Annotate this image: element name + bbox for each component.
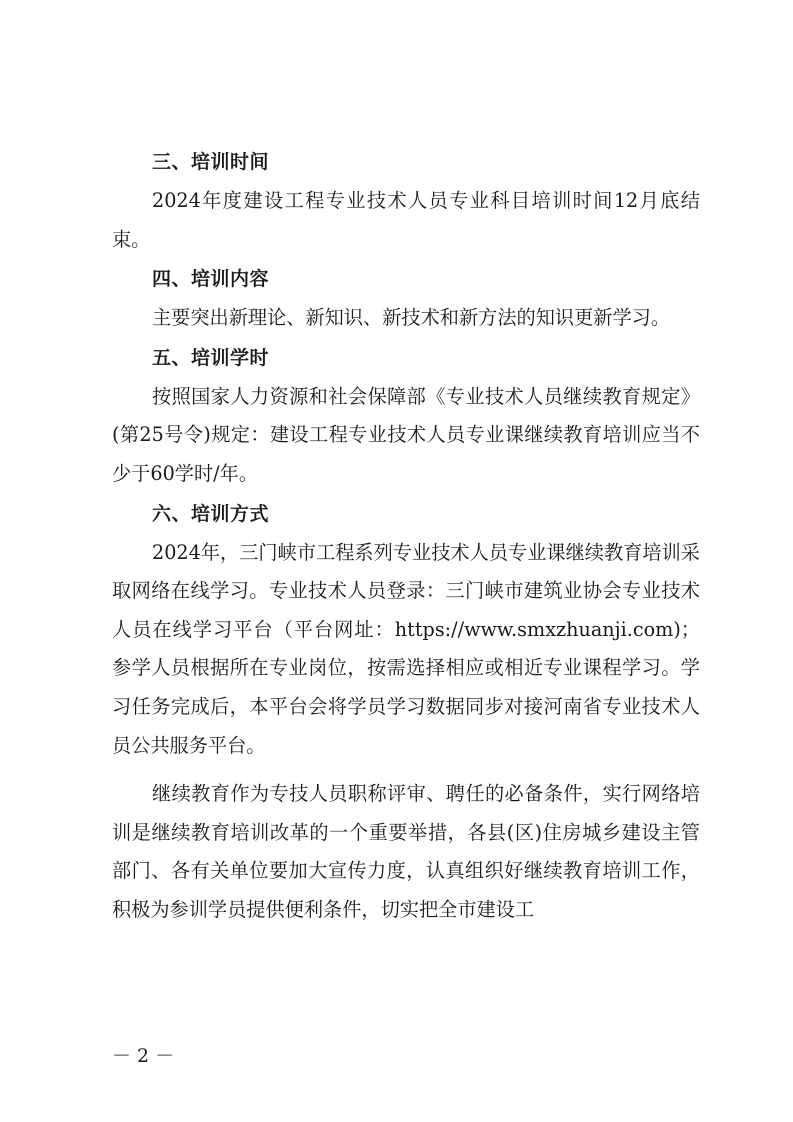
document-body (112, 142, 700, 930)
section-paragraph: 2024年度建设工程专业技术人员专业科目培训时间12月底结束。 (112, 189, 700, 251)
section-heading: 三、培训时间 (152, 151, 270, 173)
section-training-hours (112, 338, 700, 494)
section-heading: 五、培训学时 (152, 346, 270, 369)
section-heading: 四、培训内容 (152, 268, 270, 291)
section-training-content (112, 259, 700, 338)
section-paragraph: 继续教育作为专技人员职称评审、聘任的必备条件，实行网络培训是继续教育培训改革的一个重要举措，各县(区)住房城乡建设主管部门、各有关单位要加大宣传力度，认真组织好继续教育培训工作，积极为参训学员提供便利条件，切实把全市建设工 (112, 782, 700, 921)
section-training-method (112, 494, 700, 930)
section-paragraph: 2024年，三门峡市工程系列专业技术人员专业课继续教育培训采取网络在线学习。专业技术人员登录：三门峡市建筑业协会专业技术人员在线学习平台（平台网址：https://www.smxzhuanji.com)；参学人员根据所在专业岗位，按需选择相应或相近专业课程学习。学习任务完成后，本平台会将学员学习数据同步对接河南省专业技术人员公共服务平台。 (112, 540, 700, 757)
section-training-time (112, 142, 700, 259)
page-number: － 2 － (112, 1045, 175, 1067)
section-heading: 六、培训方式 (152, 502, 270, 525)
section-paragraph: 按照国家人力资源和社会保障部《专业技术人员继续教育规定》(第25号令)规定：建设工程专业技术人员专业课继续教育培训应当不少于60学时/年。 (112, 384, 700, 485)
section-paragraph: 主要突出新理论、新知识、新技术和新方法的知识更新学习。 (152, 306, 671, 330)
